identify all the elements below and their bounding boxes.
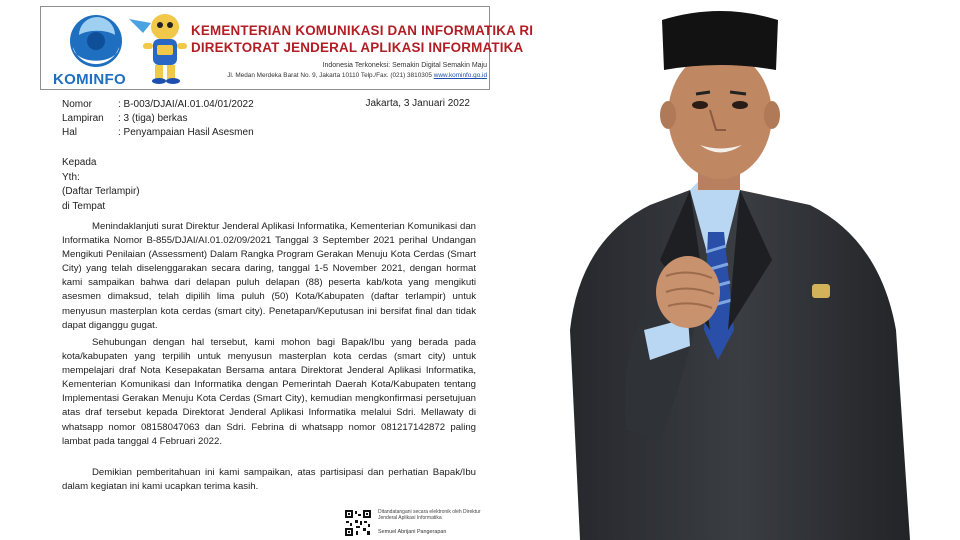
address-text: Jl. Medan Merdeka Barat No. 9, Jakarta 10110 Telp./Fax. (021) 3810305 xyxy=(227,72,432,79)
electronic-signature xyxy=(344,509,484,539)
nomor-label: Nomor xyxy=(62,99,93,110)
hal-label: Hal xyxy=(62,127,78,138)
addressee-block xyxy=(62,156,140,214)
hal-value: : Penyampaian Hasil Asesmen xyxy=(118,127,254,138)
ministry-name: KEMENTERIAN KOMUNIKASI DAN INFORMATIKA RI xyxy=(191,23,534,38)
logo-text: KOMINFO xyxy=(53,71,126,88)
signatory-name: Semuel Abrijani Pangerapan xyxy=(378,529,447,535)
signature-note: Ditandatangani secara elektronik oleh Direktur Jenderal Aplikasi Informatika xyxy=(378,509,481,522)
face xyxy=(668,51,772,179)
addressee-line: (Daftar Terlampir) xyxy=(62,186,140,197)
address-line xyxy=(161,72,487,79)
songkok-cap xyxy=(662,11,778,70)
lampiran-label: Lampiran xyxy=(62,113,104,124)
body-paragraph-1: Menindaklanjuti surat Direktur Jenderal Aplikasi Informatika, Kementerian Komunikasi dan Informatika Nomor B-855/DJAI/AI.01.02/09/2021 Tanggal 3 September 2021 perihal Undangan Mengikuti Penilaian (Assessment) Dalam Rangka Program Gerakan Menuju Kota Cerdas (Smart City) yang telah diselenggarakan secara daring, tanggal 1-5 November 2021, dengan hormat kami sampaikan bahwa dari delapan puluh delapan (88) peserta kab/kota yang mengikuti asesmen dimaksud, telah dipilih lima puluh (50) Kota/Kabupaten (daftar terlampir) untuk menyusun masterplan kota cerdas (smart city). Penetapan/Keputusan ini bersifat final dan tidak dapat diganggu gugat. xyxy=(62,221,476,331)
qr-code-icon xyxy=(344,509,372,537)
body-paragraph-3: Demikian pemberitahuan ini kami sampaikan, atas partisipasi dan perhatian Bapak/Ibu dalam kegiatan ini kami ucapkan terima kasih. xyxy=(62,467,476,493)
addressee-line: Yth: xyxy=(62,171,80,183)
letter-meta xyxy=(62,98,254,140)
official-letter xyxy=(40,6,534,540)
addressee-line: Kepada xyxy=(62,157,97,168)
body-paragraph-2: Sehubungan dengan hal tersebut, kami mohon bagi Bapak/Ibu yang berada pada kota/kabupaten yang terpilih untuk menyusun masterplan kota cerdas (smart city) untuk mempelajari draf Nota Kesepakatan Bersama antara Direktorat Jenderal Aplikasi Informatika, Kementerian Komunikasi dan Informatika dengan Pemerintah Daerah Kota/Kabupaten tentang Implementasi Gerakan Menuju Kota Cerdas (Smart City), kemudian mengkonfirmasi persetujuan atas draf tersebut kepada Direktorat Jenderal Aplikasi Informatika melalui Sdri. Mellawaty di whatsapp nomor 08158047063 dan Sdri. Febrina di whatsapp nomor 081217142872 paling lambat pada tanggal 4 Februari 2022. xyxy=(62,337,476,447)
addressee-line: di Tempat xyxy=(62,200,106,212)
tagline: Indonesia Terkoneksi: Semakin Digital Semakin Maju xyxy=(322,62,487,69)
directorate-name: DIREKTORAT JENDERAL APLIKASI INFORMATIKA xyxy=(191,40,524,55)
letterhead xyxy=(40,6,534,90)
lampiran-value: : 3 (tiga) berkas xyxy=(118,113,188,124)
website-link[interactable]: www.kominfo.go.id xyxy=(433,72,487,79)
kominfo-emblem-icon xyxy=(65,13,127,69)
official-portrait xyxy=(540,0,960,540)
letter-date: Jakarta, 3 Januari 2022 xyxy=(365,98,470,109)
nomor-value: : B-003/DJAI/AI.01.04/01/2022 xyxy=(118,99,254,110)
